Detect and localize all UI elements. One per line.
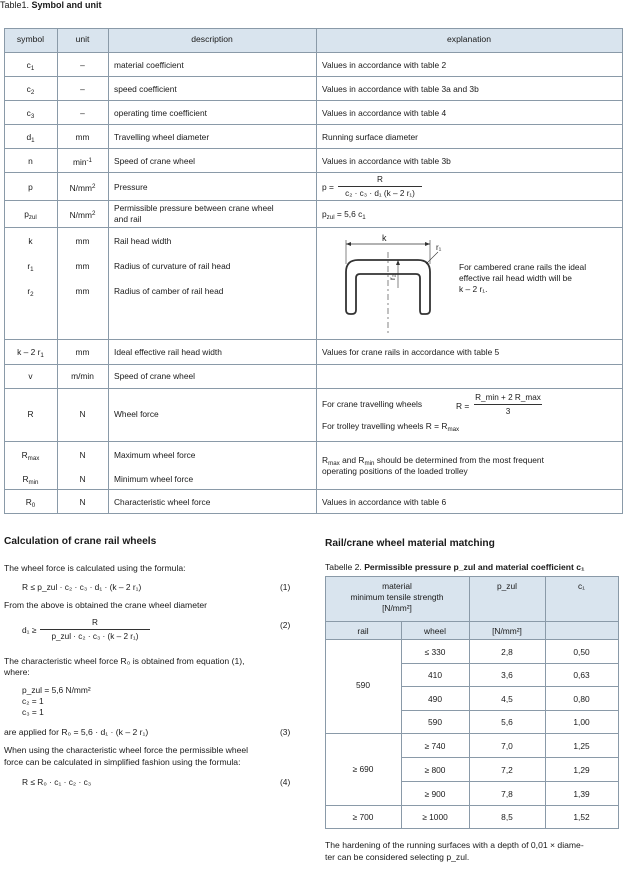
t2-head-c1: c₁ xyxy=(577,581,585,591)
row-r2-symbol: $r_2$ xyxy=(27,286,34,298)
t2-head-strength: minimum tensile strength xyxy=(350,592,444,602)
row-n-unit: $\min^{-1}$ xyxy=(72,157,92,167)
t2-head-wheel: wheel xyxy=(424,626,446,636)
calc-p3-l2: where: xyxy=(4,667,30,677)
t2-row-c1: 1,00 xyxy=(573,717,590,727)
calc-p3-l1: The characteristic wheel force R₀ is obtained from equation (1), xyxy=(4,656,245,666)
table2-caption-title: Permissible pressure p_zul and material coefficient c₁ xyxy=(364,562,585,572)
row-r1-symbol: $r_1$ xyxy=(27,261,34,273)
matching-heading: Rail/crane wheel material matching xyxy=(325,538,495,549)
header-explanation: explanation xyxy=(447,34,491,44)
row-c3-unit: – xyxy=(80,108,85,118)
t2-row-c1: 1,25 xyxy=(573,741,590,751)
hardening-note-l1: The hardening of the running surfaces with a depth of 0,01 × diame- xyxy=(325,840,584,850)
row-c3-symbol: $c_3$ xyxy=(26,108,35,120)
row-R-expl-lhs: R = xyxy=(456,401,470,411)
row-Rmax-unit: N xyxy=(79,450,86,460)
rail-note-l1: For cambered crane rails the ideal xyxy=(459,262,587,272)
calc-p1: The wheel force is calculated using the formula: xyxy=(4,563,186,573)
row-k2r1-symbol: k – 2 $r_1$ xyxy=(17,347,44,359)
row-p-desc: Pressure xyxy=(114,182,148,192)
where-pzul: p_zul = 5,6 N/mm² xyxy=(22,685,91,695)
row-c2-symbol: $c_2$ xyxy=(26,84,35,96)
t2-row-wheel: 490 xyxy=(428,694,442,704)
table1-caption xyxy=(0,0,640,10)
symbol-unit-table xyxy=(4,28,623,514)
row-c2-desc: speed coefficient xyxy=(114,84,177,94)
calc-p4-l2: force can be calculated in simplified fashion using the formula: xyxy=(4,757,241,767)
header-symbol: symbol xyxy=(16,34,45,44)
row-c2-unit: – xyxy=(80,84,85,94)
row-k-desc: Rail head width xyxy=(114,236,172,246)
equation-4-number: (4) xyxy=(280,777,291,787)
row-r2-desc: Radius of camber of rail head xyxy=(114,286,224,296)
row-r2-unit: mm xyxy=(75,286,90,296)
row-k2r1-desc: Ideal effective rail head width xyxy=(114,347,222,357)
t2-row-pzul: 7,2 xyxy=(501,765,513,775)
row-c1-expl: Values in accordance with table 2 xyxy=(322,60,447,70)
where-c3: c₃ = 1 xyxy=(22,707,44,717)
t2-row-wheel: ≥ 900 xyxy=(424,789,446,799)
row-Rmax-symbol: $R_{max}$ xyxy=(21,450,40,462)
row-R-unit: N xyxy=(79,409,86,419)
t2-row-c1: 0,63 xyxy=(573,670,590,680)
header-unit: unit xyxy=(75,34,90,44)
t2-row-pzul: 7,0 xyxy=(501,741,513,751)
row-v-desc: Speed of crane wheel xyxy=(114,371,196,381)
row-c1-desc: material coefficient xyxy=(114,60,184,70)
rail-fig-r2-label: r₂ xyxy=(388,274,397,280)
material-matching-table xyxy=(325,576,619,829)
row-pzul-desc-l2: and rail xyxy=(114,214,142,224)
equation-1-number: (1) xyxy=(280,582,291,592)
t2-row-c1: 1,52 xyxy=(573,812,590,822)
t2-row-c1: 0,80 xyxy=(573,694,590,704)
table1-caption-prefix: Table1. xyxy=(0,0,30,10)
t2-head-material: material xyxy=(382,581,412,591)
row-Rmin-symbol: $R_{min}$ xyxy=(22,474,39,486)
t2-head-unit: [N/mm²] xyxy=(492,626,522,636)
t2-row-wheel: 410 xyxy=(428,670,442,680)
row-k2r1-expl: Values for crane rails in accordance with table 5 xyxy=(322,347,500,357)
row-R0-unit: N xyxy=(79,497,86,507)
row-p-expl-lhs: p = xyxy=(322,182,334,192)
row-n-desc: Speed of crane wheel xyxy=(114,156,196,166)
rail-fig-k-label: k xyxy=(382,233,387,243)
row-Rmaxmin-expl-l2: operating positions of the loaded trolley xyxy=(322,466,468,476)
table1-caption-title: Symbol and unit xyxy=(31,0,102,10)
row-k-unit: mm xyxy=(75,236,90,246)
t2-row-pzul: 5,6 xyxy=(501,717,513,727)
rail-fig-r1-label: r₁ xyxy=(436,243,442,252)
pressure-formula: R c₂ · c₃ · d₁ (k – 2 r₁) xyxy=(338,174,422,199)
header-description: description xyxy=(191,34,233,44)
t2-row-pzul: 4,5 xyxy=(501,694,513,704)
equation-2-fraction: R p_zul · c₂ · c₃ · (k – 2 r₁) xyxy=(40,617,150,642)
t2-head-pzul: p_zul xyxy=(496,581,518,591)
row-d1-desc: Travelling wheel diameter xyxy=(114,132,210,142)
row-Rmin-unit: N xyxy=(79,474,86,484)
table2-caption: Tabelle 2. Permissible pressure p_zul and material coefficient c₁ xyxy=(325,562,585,572)
row-k2r1-unit: mm xyxy=(75,347,90,357)
row-c1-symbol: $c_1$ xyxy=(26,60,35,72)
row-n-symbol: n xyxy=(28,156,33,166)
equation-3: are applied for R₀ = 5,6 · d₁ · (k – 2 r₁) xyxy=(4,727,149,737)
row-d1-symbol: $d_1$ xyxy=(26,132,35,144)
t2-row-pzul: 3,6 xyxy=(501,670,513,680)
row-r1-desc: Radius of curvature of rail head xyxy=(114,261,231,271)
row-v-unit: m/min xyxy=(71,371,94,381)
equation-2-number: (2) xyxy=(280,620,291,630)
calc-heading: Calculation of crane rail wheels xyxy=(4,536,157,547)
t2-head-unit-top: [N/mm²] xyxy=(382,603,412,613)
row-v-symbol: v xyxy=(28,371,33,381)
equation-2-lhs: d₁ ≥ xyxy=(22,625,37,635)
row-Rmin-desc: Minimum wheel force xyxy=(114,474,194,484)
row-pzul-desc-l1: Permissible pressure between crane wheel xyxy=(114,203,274,213)
where-c2: c₂ = 1 xyxy=(22,696,44,706)
row-Rmax-desc: Maximum wheel force xyxy=(114,450,196,460)
t2-row-wheel: ≤ 330 xyxy=(424,647,446,657)
t2-row-c1: 0,50 xyxy=(573,647,590,657)
equation-4: R ≤ R₀ · c₁ · c₂ · c₃ xyxy=(22,777,92,787)
row-pzul-unit: $N/mm^2$ xyxy=(69,210,96,220)
row-R-expl-l1: For crane travelling wheels xyxy=(322,399,423,409)
row-r1-unit: mm xyxy=(75,261,90,271)
t2-row-wheel: ≥ 1000 xyxy=(422,812,448,822)
row-R-symbol: R xyxy=(27,409,34,419)
equation-3-number: (3) xyxy=(280,727,291,737)
row-k-symbol: k xyxy=(28,236,33,246)
row-pzul-symbol: $p_{zul}$ xyxy=(24,209,37,221)
row-p-unit: $N/mm^2$ xyxy=(69,183,96,193)
rail-note-l3: k – 2 r₁. xyxy=(459,284,488,294)
t2-row-pzul: 8,5 xyxy=(501,812,513,822)
row-R0-desc: Characteristic wheel force xyxy=(114,497,211,507)
row-d1-unit: mm xyxy=(75,132,90,142)
t2-row-wheel: 590 xyxy=(428,717,442,727)
row-d1-expl: Running surface diameter xyxy=(322,132,418,142)
t2-row-pzul: 7,8 xyxy=(501,789,513,799)
t2-head-rail: rail xyxy=(357,626,369,636)
t2-rail-590: 590 xyxy=(356,680,370,690)
row-p-symbol: p xyxy=(28,182,33,192)
row-Rmaxmin-expl-l1: $R_{max}$ and $R_{min}$ should be determined from the most frequent xyxy=(322,455,544,467)
rail-note-l2: effective rail head width will be xyxy=(459,273,572,283)
t2-row-wheel: ≥ 740 xyxy=(424,741,446,751)
rail-head-profile-figure xyxy=(322,230,452,336)
row-R-expl-l2: For trolley travelling wheels $R = R_{max}$ xyxy=(322,421,460,433)
t2-rail-690: ≥ 690 xyxy=(352,764,374,774)
wheel-force-formula: R_min + 2 R_max 3 xyxy=(475,393,541,416)
row-c1-unit: – xyxy=(80,60,85,70)
hardening-note-l2: ter can be considered selecting p_zul. xyxy=(325,852,470,862)
t2-row-c1: 1,29 xyxy=(573,765,590,775)
t2-rail-700: ≥ 700 xyxy=(352,812,374,822)
t2-row-c1: 1,39 xyxy=(573,789,590,799)
row-pzul-expl: $p_{zul} = 5,6$ $c_1$ xyxy=(322,209,366,221)
row-c2-expl: Values in accordance with table 3a and 3b xyxy=(322,84,479,94)
row-R0-expl: Values in accordance with table 6 xyxy=(322,497,447,507)
calc-p4-l1: When using the characteristic wheel force the permissible wheel xyxy=(4,745,249,755)
t2-row-pzul: 2,8 xyxy=(501,647,513,657)
t2-row-wheel: ≥ 800 xyxy=(424,765,446,775)
row-R0-symbol: $R_0$ xyxy=(25,497,36,509)
calc-p2: From the above is obtained the crane wheel diameter xyxy=(4,600,208,610)
row-c3-desc: operating time coefficient xyxy=(114,108,207,118)
equation-1: R ≤ p_zul · c₂ · c₃ · d₁ · (k – 2 r₁) xyxy=(22,582,142,592)
row-R-desc: Wheel force xyxy=(114,409,159,419)
row-n-expl: Values in accordance with table 3b xyxy=(322,156,451,166)
row-c3-expl: Values in accordance with table 4 xyxy=(322,108,447,118)
